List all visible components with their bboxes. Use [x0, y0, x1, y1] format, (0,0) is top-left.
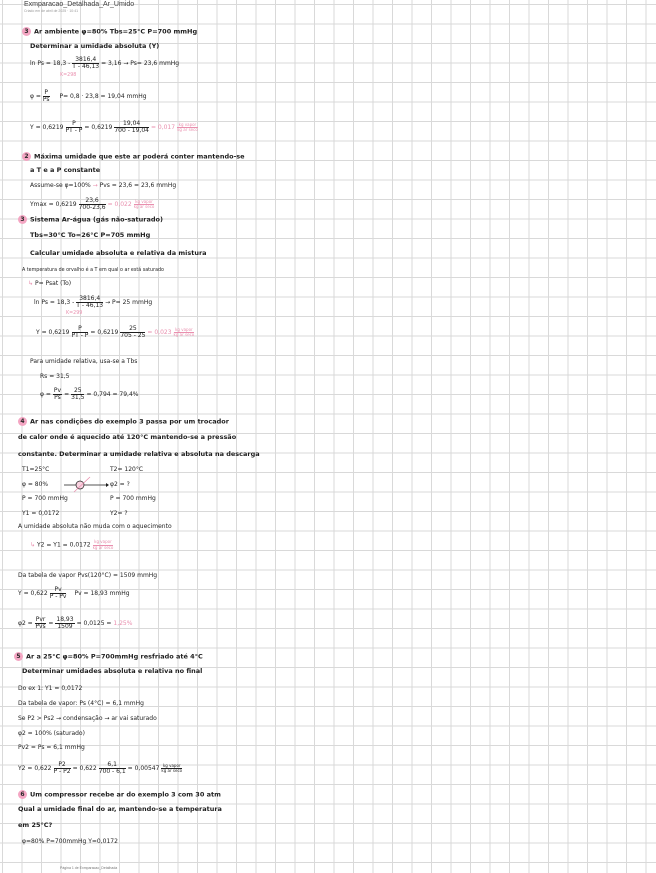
p4-right1: T2= 120°C — [110, 466, 144, 473]
p1-phi: φ = $\frac{P}{Ps}$ P= 0,8 · 23,8 = 19,04 mmHg — [30, 89, 147, 103]
p4-left4: Y1 = 0,0172 — [22, 510, 60, 517]
heat-exchanger-diagram — [62, 474, 110, 496]
p6-number: 6 — [18, 790, 27, 799]
p5-number: 5 — [14, 652, 23, 661]
p3-ln-note: K=299 — [66, 311, 83, 316]
p3-ln: ln Ps = 18,3 - $\frac{3816,4}{T - 46,13}$ → P= 25 mmHg — [34, 295, 153, 309]
note-subtitle: Criado em de abril de 2025 · 10:41 — [24, 9, 79, 13]
p4-right2: φ2 = ? — [110, 481, 130, 488]
p5-l3: Se P2 > Ps2 → condensação → ar vai saturado — [18, 715, 157, 722]
p5-l4: φ2 = 100% (saturado) — [18, 730, 85, 737]
p1-psat-note: K=298 — [60, 73, 77, 78]
p4-left3: P = 700 mmHg — [22, 495, 68, 502]
p4-line1: 4 Ar nas condições do exemplo 3 passa por um trocador — [18, 417, 229, 426]
p3-rel-note: Para umidade relativa, usa-se a Tbs — [30, 358, 138, 365]
note-title: Exmparacao_Detalhada_Ar_Umido — [24, 1, 135, 8]
p5-l1: Do ex 1: Y1 = 0,0172 — [18, 685, 83, 692]
p3-phi: φ = $\frac{Pv}{Ps}$ = $\frac{25}{31,5}$ = 0,794 = 79,4% — [40, 387, 139, 401]
p3-number: 3 — [18, 215, 27, 224]
p6-line1: 6 Um compressor recebe ar do exemplo 3 com 30 atm — [18, 790, 221, 799]
p4-table: Da tabela de vapor Pvs(120°C) = 1509 mmHg — [18, 572, 158, 579]
p3-title: 3 Sistema Ar-água (gás não-saturado) — [18, 215, 163, 224]
p4-right4: Y2= ? — [110, 510, 128, 517]
p4-line3: constante. Determinar a umidade relativa e absoluta na descarga — [18, 450, 260, 458]
heater-symbol — [76, 481, 84, 489]
p1-y: Y = 0,6219 $\frac{P}{PT - P}$ = 0,6219 $\frac{19,04}{700 - 19,04}$ = 0,017 kg vapor kg ar seco — [30, 120, 198, 134]
p1-psat: ln Ps = 18,3 - $\frac{3816,4}{T - 46,13}$ = 3,16 → Ps= 23,6 mmHg — [30, 56, 180, 70]
page-footer: Página 1 de Exmparacao_Detalhada — [60, 866, 118, 870]
p4-line2: de calor onde é aquecido até 120°C mantendo-se a pressão — [18, 433, 237, 441]
p3-data: Tbs=30°C To=26°C P=705 mmHg — [30, 231, 151, 239]
p3-note: A temperatura de orvalho é a T em qual o ar está saturado — [22, 268, 164, 273]
p1-ask: Determinar a umidade absoluta (Y) — [30, 42, 160, 50]
p2-assume: Assume-se φ=100% → Pvs = 23,6 = 23,6 mmHg — [30, 182, 177, 189]
p4-left2: φ = 80% — [22, 481, 49, 488]
p4-left1: T1=25°C — [22, 466, 50, 473]
p4-phi: φ2 = $\frac{\text{Pvr}}{\text{Pvs}}$ = $\frac{18,93}{1509}$ = 0,0125 = 1,25% — [18, 616, 133, 630]
p1-statement: 3 Ar ambiente φ=80% Tbs=25°C P=700 mmHg — [22, 27, 197, 36]
p6-line2: Qual a umidade final do ar, mantendo-se a temperatura — [18, 805, 222, 813]
p5-l2: Da tabela de vapor: Ps (4°C) = 6,1 mmHg — [18, 700, 144, 707]
p3-y: Y = 0,6219 $\frac{P}{PT - P}$ = 0,6219 $\frac{25}{705 - 25}$ = 0,023 kg vapor kg ar seco — [36, 325, 195, 339]
p2-ymax: Ymax = 0,6219 $\frac{23,6}{700-23,6}$ = 0,022 kg vapor kg ar seco — [30, 197, 155, 211]
p4-const: A umidade absoluta não muda com o aquecimento — [18, 523, 172, 530]
note-header — [24, 1, 134, 13]
p4-right3: P = 700 mmHg — [110, 495, 156, 502]
p3-pv: ↳ P= Psat (To) — [28, 280, 72, 287]
p2-number: 2 — [22, 152, 31, 161]
flow-arrow-head — [106, 483, 109, 487]
p3-rs: Rs = 31,5 — [40, 373, 70, 380]
p5-title: 5 Ar a 25°C φ=80% P=700mmHg resfriado até 4°C — [14, 652, 203, 661]
p6-line3: em 25°C? — [18, 821, 53, 829]
p6-data: φ=80% P=700mmHg Y=0,0172 — [22, 838, 118, 845]
p1-number: 3 — [22, 27, 31, 36]
p4-y2: ↳ Y2 = Y1 = 0,0172 kg vapor kg ar seco — [30, 539, 114, 550]
p5-ask: Determinar umidades absoluta e relativa no final — [22, 667, 203, 675]
p2-title: 2 Máxima umidade que este ar poderá conter mantendo-se — [22, 152, 245, 161]
p3-ask: Calcular umidade absoluta e relativa da mistura — [30, 249, 207, 257]
p4-number: 4 — [18, 417, 27, 426]
p5-y: Y2 = 0,622 $\frac{P2}{P - P2}$ = 0,622 $\frac{6,1}{700 - 6,1}$ = 0,00547 kg vapor kg ar seco — [18, 761, 183, 775]
p2-title2: a T e a P constante — [30, 166, 101, 174]
p5-l5: Pv2 = Ps = 6,1 mmHg — [18, 744, 85, 751]
p4-y: Y = 0,622 $\frac{Pv}{P - Pv}$ Pv = 18,93 mmHg — [18, 586, 130, 600]
